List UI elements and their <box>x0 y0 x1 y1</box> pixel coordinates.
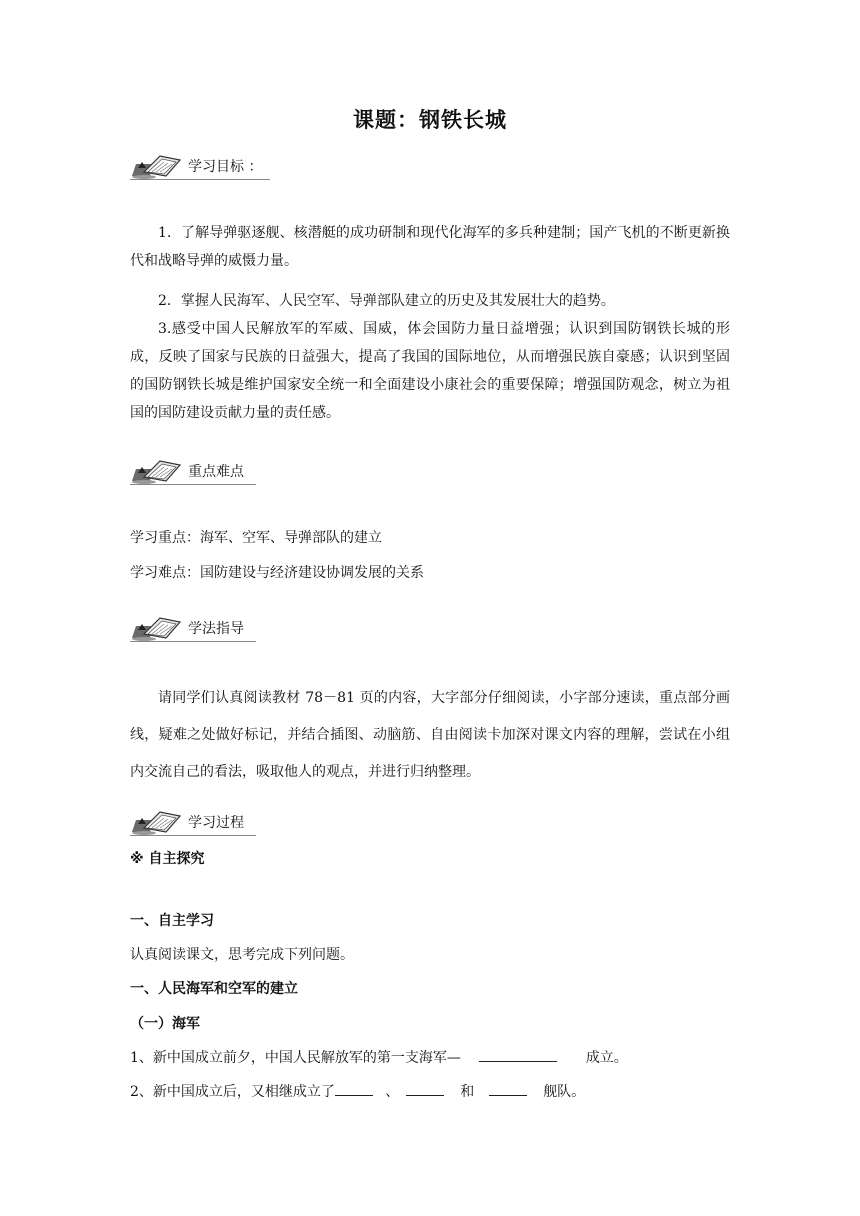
section-underline <box>130 835 256 836</box>
section-label-goals: 学习目标 ： <box>188 159 263 175</box>
section-header-key-points <box>130 455 256 485</box>
goal-item-2: 2．掌握人民海军、人民空军、导弹部队建立的历史及其发展壮大的趋势。 <box>158 293 615 309</box>
section-underline <box>130 484 256 485</box>
answer-blank-2a[interactable] <box>335 1081 373 1096</box>
question-2-after: 舰队。 <box>543 1084 586 1100</box>
question-1 <box>130 1047 628 1067</box>
section-header-process <box>130 806 256 836</box>
part1-heading: 一、人民海军和空军的建立 <box>130 981 298 997</box>
book-icon <box>130 612 186 642</box>
book-icon <box>130 806 186 836</box>
key-difficulty: 学习难点：国防建设与经济建设协调发展的关系 <box>130 565 424 581</box>
section-label-method: 学法指导 <box>188 621 244 637</box>
inquiry-heading: ※ 自主探究 <box>130 851 205 867</box>
section-header-goals <box>130 150 270 180</box>
question-2 <box>130 1081 585 1101</box>
question-1-after: 成立。 <box>585 1050 628 1066</box>
section-underline <box>130 641 256 642</box>
answer-blank-1[interactable] <box>479 1047 557 1062</box>
goal-item-3: 3.感受中国人民解放军的军威、国威，体会国防力量日益增强；认识到国防钢铁长城的形成，反映了国家与民族的日益强大，提高了我国的国际地位，从而增强民族自豪感；认识到坚固的国防钢铁长城是维护国家安全统一和全面建设小康社会的重要保障；增强国防观念，树立为祖国的国防建设贡献力量的责任感。 <box>130 321 730 421</box>
question-2-sep-2: 和 <box>460 1084 475 1100</box>
page-title: 课题：钢铁长城 <box>353 108 507 132</box>
self-study-text: 认真阅读课文，思考完成下列问题。 <box>130 947 354 963</box>
question-1-text: 1、新中国成立前夕，中国人民解放军的第一支海军— <box>130 1050 461 1066</box>
section-header-method <box>130 612 256 642</box>
method-text: 请同学们认真阅读教材 78－81 页的内容，大字部分仔细阅读，小字部分速读，重点部分画线，疑难之处做好标记，并结合插图、动脑筋、自由阅读卡加深对课文内容的理解，尝试在小组内交流自己的看法，吸取他人的观点，并进行归纳整理。 <box>130 690 730 780</box>
section-label-process: 学习过程 <box>188 815 244 831</box>
book-icon <box>130 455 186 485</box>
key-focus: 学习重点：海军、空军、导弹部队的建立 <box>130 530 382 546</box>
self-study-heading: 一、自主学习 <box>130 913 214 929</box>
answer-blank-2b[interactable] <box>406 1081 444 1096</box>
sub1-heading: （一）海军 <box>130 1016 200 1032</box>
question-2-text: 2、新中国成立后，又相继成立了 <box>130 1084 335 1100</box>
answer-blank-2c[interactable] <box>489 1081 527 1096</box>
section-label-key-points: 重点难点 <box>188 464 244 480</box>
question-2-sep-1: 、 <box>385 1084 400 1100</box>
book-icon <box>130 150 186 180</box>
section-underline <box>130 179 270 180</box>
goal-item-1: 1．了解导弹驱逐舰、核潜艇的成功研制和现代化海军的多兵种建制；国产飞机的不断更新换代和战略导弹的威慑力量。 <box>130 225 730 269</box>
